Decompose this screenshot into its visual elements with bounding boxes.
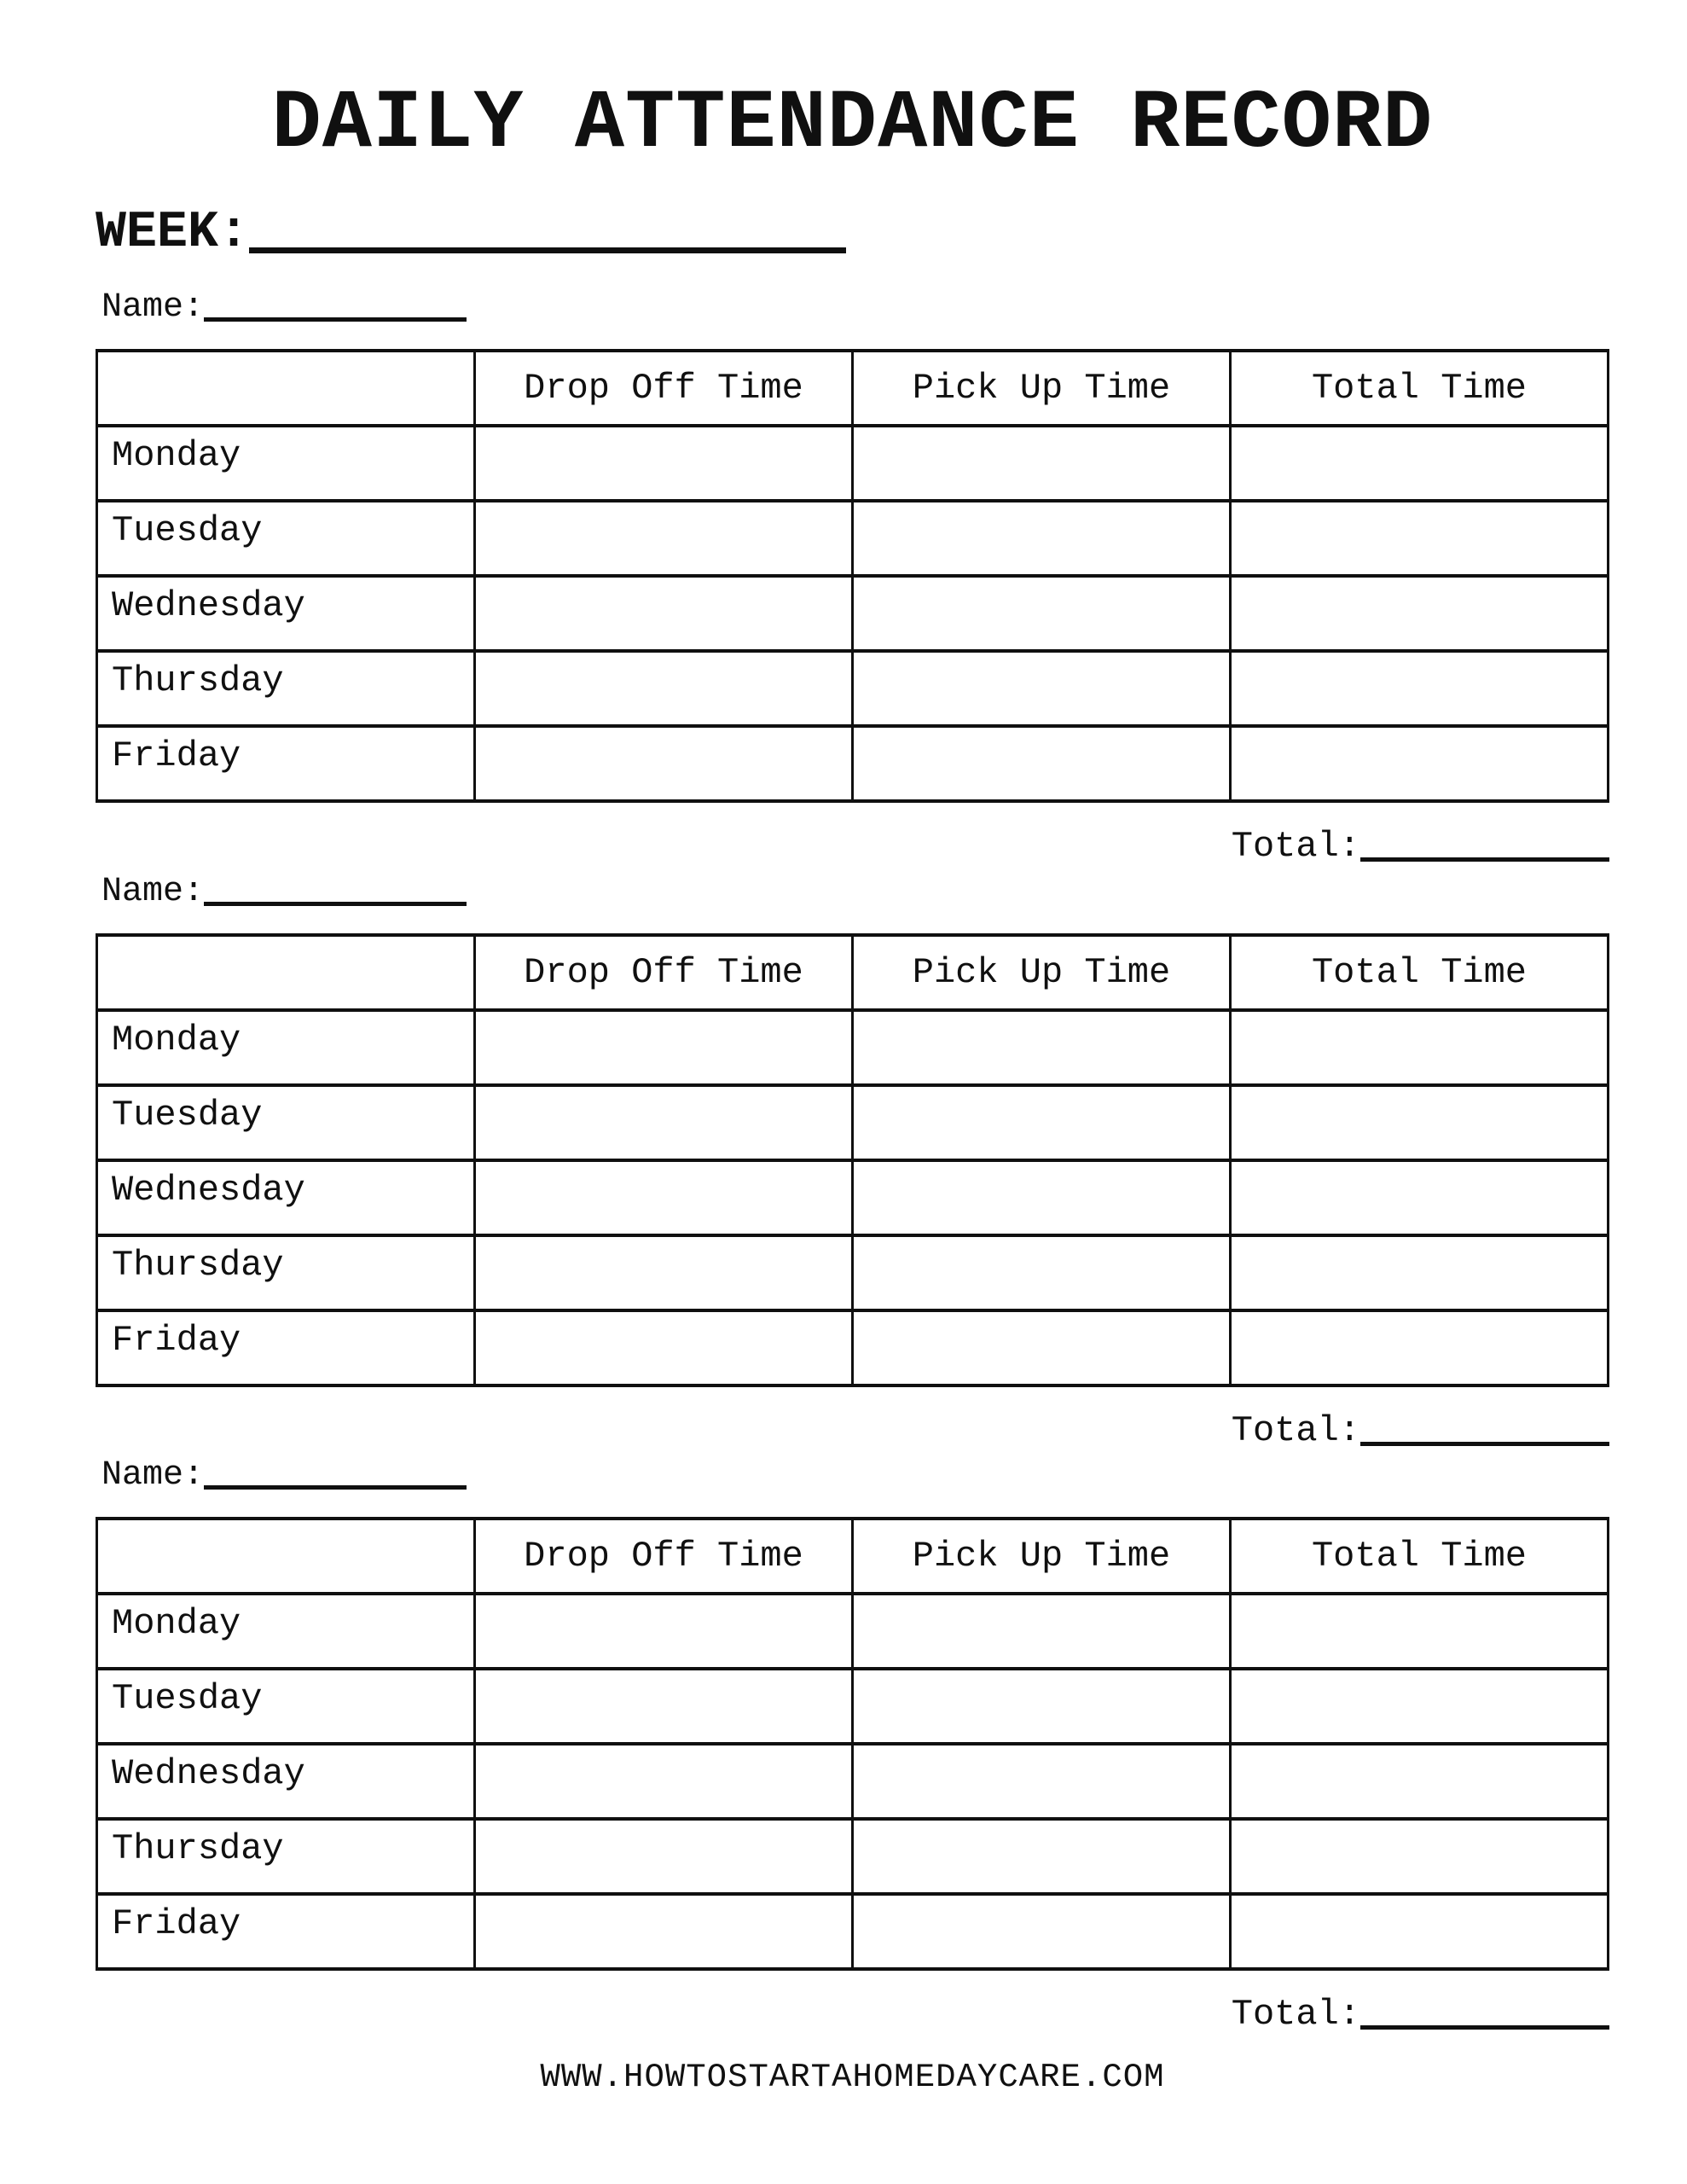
pick-up-time-cell[interactable]: [853, 1819, 1231, 1894]
name-value-line[interactable]: [204, 317, 467, 322]
total-label: Total:: [1231, 826, 1360, 868]
pick-up-time-cell[interactable]: [853, 1235, 1231, 1310]
pick-up-time-cell[interactable]: [853, 1010, 1231, 1085]
name-row: [96, 1455, 1609, 1496]
day-row-wednesday: [97, 1744, 1609, 1819]
day-row-monday: [97, 1010, 1609, 1085]
name-row: [96, 288, 1609, 328]
table-header-row: [97, 1519, 1609, 1594]
total-value-line[interactable]: [1360, 2025, 1609, 2030]
total-time-cell[interactable]: [1231, 726, 1609, 801]
day-label: Thursday: [97, 651, 475, 726]
total-time-cell[interactable]: [1231, 426, 1609, 501]
day-label: Monday: [97, 1594, 475, 1669]
total-label: Total:: [1231, 1994, 1360, 2036]
name-label: Name:: [101, 872, 205, 911]
drop-off-time-cell[interactable]: [475, 1669, 853, 1744]
drop-off-time-cell[interactable]: [475, 576, 853, 651]
day-label: Tuesday: [97, 501, 475, 576]
pick-up-time-cell[interactable]: [853, 501, 1231, 576]
day-label: Wednesday: [97, 576, 475, 651]
day-row-wednesday: [97, 1160, 1609, 1235]
total-time-cell[interactable]: [1231, 576, 1609, 651]
day-row-friday: [97, 1310, 1609, 1385]
drop-off-time-cell[interactable]: [475, 1085, 853, 1160]
drop-off-time-cell[interactable]: [475, 1010, 853, 1085]
column-header-drop-off-time: Drop Off Time: [475, 351, 853, 426]
drop-off-time-cell[interactable]: [475, 1819, 853, 1894]
day-label: Friday: [97, 1310, 475, 1385]
drop-off-time-cell[interactable]: [475, 426, 853, 501]
drop-off-time-cell[interactable]: [475, 1744, 853, 1819]
day-row-thursday: [97, 1235, 1609, 1310]
day-label: Monday: [97, 426, 475, 501]
pick-up-time-cell[interactable]: [853, 1744, 1231, 1819]
column-header-pick-up-time: Pick Up Time: [853, 935, 1231, 1010]
total-time-cell[interactable]: [1231, 1819, 1609, 1894]
attendance-table: [96, 1517, 1609, 1971]
pick-up-time-cell[interactable]: [853, 1160, 1231, 1235]
attendance-section-2: [96, 872, 1609, 1452]
day-label: Friday: [97, 1894, 475, 1969]
day-label: Tuesday: [97, 1085, 475, 1160]
total-time-cell[interactable]: [1231, 1235, 1609, 1310]
attendance-table: [96, 349, 1609, 803]
pick-up-time-cell[interactable]: [853, 726, 1231, 801]
footer-url: WWW.HOWTOSTARTAHOMEDAYCARE.COM: [540, 2059, 1165, 2097]
table-header-row: [97, 935, 1609, 1010]
total-row: [96, 1993, 1609, 2036]
corner-cell: [97, 1519, 475, 1594]
day-row-tuesday: [97, 1085, 1609, 1160]
day-label: Wednesday: [97, 1744, 475, 1819]
name-row: [96, 872, 1609, 913]
pick-up-time-cell[interactable]: [853, 576, 1231, 651]
attendance-table: [96, 933, 1609, 1387]
drop-off-time-cell[interactable]: [475, 1235, 853, 1310]
pick-up-time-cell[interactable]: [853, 1669, 1231, 1744]
drop-off-time-cell[interactable]: [475, 651, 853, 726]
column-header-drop-off-time: Drop Off Time: [475, 935, 853, 1010]
day-row-thursday: [97, 651, 1609, 726]
name-label: Name:: [101, 288, 205, 328]
total-label: Total:: [1231, 1409, 1360, 1451]
day-row-tuesday: [97, 1669, 1609, 1744]
day-label: Wednesday: [97, 1160, 475, 1235]
day-row-thursday: [97, 1819, 1609, 1894]
drop-off-time-cell[interactable]: [475, 1594, 853, 1669]
pick-up-time-cell[interactable]: [853, 426, 1231, 501]
total-row: [96, 1409, 1609, 1452]
total-time-cell[interactable]: [1231, 1894, 1609, 1969]
corner-cell: [97, 351, 475, 426]
pick-up-time-cell[interactable]: [853, 1310, 1231, 1385]
pick-up-time-cell[interactable]: [853, 1085, 1231, 1160]
day-row-monday: [97, 1594, 1609, 1669]
week-label: WEEK:: [96, 204, 250, 263]
total-time-cell[interactable]: [1231, 1669, 1609, 1744]
day-label: Monday: [97, 1010, 475, 1085]
day-row-friday: [97, 1894, 1609, 1969]
attendance-section-1: [96, 288, 1609, 868]
total-time-cell[interactable]: [1231, 1744, 1609, 1819]
day-row-wednesday: [97, 576, 1609, 651]
total-time-cell[interactable]: [1231, 651, 1609, 726]
drop-off-time-cell[interactable]: [475, 1160, 853, 1235]
day-row-monday: [97, 426, 1609, 501]
drop-off-time-cell[interactable]: [475, 1894, 853, 1969]
week-value-line[interactable]: [249, 247, 846, 253]
pick-up-time-cell[interactable]: [853, 651, 1231, 726]
column-header-pick-up-time: Pick Up Time: [853, 351, 1231, 426]
total-time-cell[interactable]: [1231, 1310, 1609, 1385]
name-label: Name:: [101, 1456, 205, 1496]
column-header-total-time: Total Time: [1231, 351, 1609, 426]
name-value-line[interactable]: [204, 1485, 467, 1490]
column-header-pick-up-time: Pick Up Time: [853, 1519, 1231, 1594]
day-row-tuesday: [97, 501, 1609, 576]
total-time-cell[interactable]: [1231, 1085, 1609, 1160]
drop-off-time-cell[interactable]: [475, 501, 853, 576]
week-row: [96, 202, 1609, 264]
corner-cell: [97, 935, 475, 1010]
total-value-line[interactable]: [1360, 857, 1609, 862]
pick-up-time-cell[interactable]: [853, 1894, 1231, 1969]
attendance-section-3: [96, 1455, 1609, 2036]
total-time-cell[interactable]: [1231, 1594, 1609, 1669]
drop-off-time-cell[interactable]: [475, 1310, 853, 1385]
total-time-cell[interactable]: [1231, 1160, 1609, 1235]
drop-off-time-cell[interactable]: [475, 726, 853, 801]
day-label: Thursday: [97, 1819, 475, 1894]
name-value-line[interactable]: [204, 902, 467, 906]
day-label: Friday: [97, 726, 475, 801]
day-label: Thursday: [97, 1235, 475, 1310]
total-time-cell[interactable]: [1231, 1010, 1609, 1085]
total-time-cell[interactable]: [1231, 501, 1609, 576]
column-header-drop-off-time: Drop Off Time: [475, 1519, 853, 1594]
page-title: DAILY ATTENDANCE RECORD: [271, 78, 1434, 171]
day-label: Tuesday: [97, 1669, 475, 1744]
total-row: [96, 825, 1609, 868]
pick-up-time-cell[interactable]: [853, 1594, 1231, 1669]
total-value-line[interactable]: [1360, 1442, 1609, 1446]
column-header-total-time: Total Time: [1231, 935, 1609, 1010]
day-row-friday: [97, 726, 1609, 801]
column-header-total-time: Total Time: [1231, 1519, 1609, 1594]
table-header-row: [97, 351, 1609, 426]
